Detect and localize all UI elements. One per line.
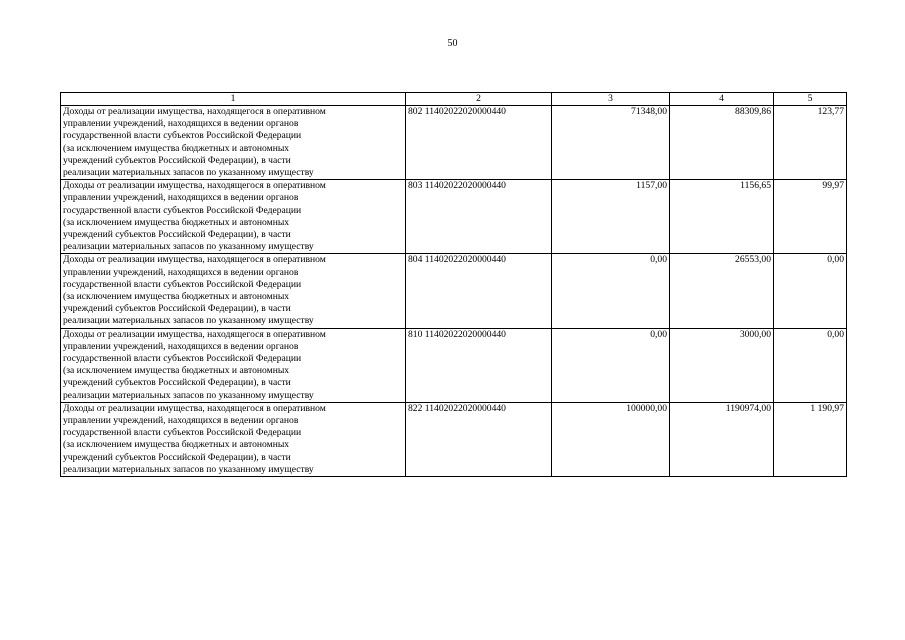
table-row <box>61 328 847 402</box>
budget-code-cell: 804 11402022020000440 <box>406 254 552 328</box>
income-name-cell: Доходы от реализации имущества, находящегося в оперативном управлении учреждений, находящихся в ведении органов государственной власти субъектов Российской Федерации (за исключением имущества бюджетных и автономных учреждений субъектов Российской Федерации), в части реализации материальных запасов по указанному имуществу <box>61 328 406 402</box>
income-name-cell: Доходы от реализации имущества, находящегося в оперативном управлении учреждений, находящихся в ведении органов государственной власти субъектов Российской Федерации (за исключением имущества бюджетных и автономных учреждений субъектов Российской Федерации), в части реализации материальных запасов по указанному имуществу <box>61 254 406 328</box>
income-name-cell: Доходы от реализации имущества, находящегося в оперативном управлении учреждений, находящихся в ведении органов государственной власти субъектов Российской Федерации (за исключением имущества бюджетных и автономных учреждений субъектов Российской Федерации), в части реализации материальных запасов по указанному имуществу <box>61 402 406 476</box>
table-row <box>61 254 847 328</box>
income-name-cell: Доходы от реализации имущества, находящегося в оперативном управлении учреждений, находящихся в ведении органов государственной власти субъектов Российской Федерации (за исключением имущества бюджетных и автономных учреждений субъектов Российской Федерации), в части реализации материальных запасов по указанному имуществу <box>61 180 406 254</box>
column-header-2: 2 <box>406 93 552 106</box>
budget-code-cell: 822 11402022020000440 <box>406 402 552 476</box>
income-name-cell: Доходы от реализации имущества, находящегося в оперативном управлении учреждений, находящихся в ведении органов государственной власти субъектов Российской Федерации (за исключением имущества бюджетных и автономных учреждений субъектов Российской Федерации), в части реализации материальных запасов по указанному имуществу <box>61 106 406 180</box>
percent-cell: 0,00 <box>774 254 847 328</box>
percent-cell: 0,00 <box>774 328 847 402</box>
budget-code-cell: 810 11402022020000440 <box>406 328 552 402</box>
page-number: 50 <box>447 38 458 49</box>
header-row <box>61 93 847 106</box>
column-header-1: 1 <box>61 93 406 106</box>
fact-value-cell: 88309,86 <box>670 106 774 180</box>
fact-value-cell: 1156,65 <box>670 180 774 254</box>
plan-value-cell: 0,00 <box>552 254 670 328</box>
fact-value-cell: 1190974,00 <box>670 402 774 476</box>
percent-cell: 99,97 <box>774 180 847 254</box>
plan-value-cell: 0,00 <box>552 328 670 402</box>
column-header-5: 5 <box>774 93 847 106</box>
table-row <box>61 402 847 476</box>
budget-code-cell: 802 11402022020000440 <box>406 106 552 180</box>
column-header-3: 3 <box>552 93 670 106</box>
percent-cell: 123,77 <box>774 106 847 180</box>
budget-code-cell: 803 11402022020000440 <box>406 180 552 254</box>
column-header-4: 4 <box>670 93 774 106</box>
fact-value-cell: 3000,00 <box>670 328 774 402</box>
plan-value-cell: 1157,00 <box>552 180 670 254</box>
income-table <box>60 92 847 477</box>
table-row <box>61 180 847 254</box>
table-row <box>61 106 847 180</box>
percent-cell: 1 190,97 <box>774 402 847 476</box>
fact-value-cell: 26553,00 <box>670 254 774 328</box>
plan-value-cell: 71348,00 <box>552 106 670 180</box>
plan-value-cell: 100000,00 <box>552 402 670 476</box>
